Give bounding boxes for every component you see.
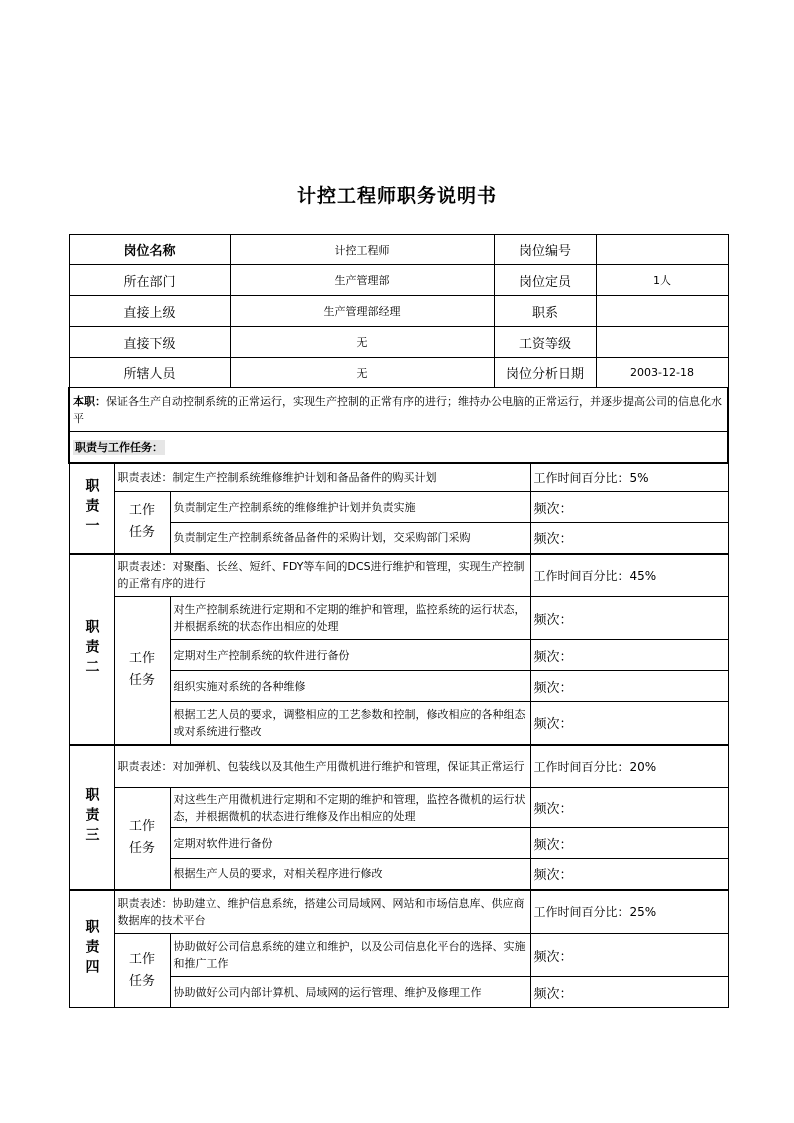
duty-name: 职责一 — [69, 463, 114, 554]
frequency-label: 频次： — [530, 523, 728, 554]
info-value: 1人 — [596, 265, 728, 296]
info-label: 直接下级 — [69, 327, 230, 358]
info-label: 职系 — [494, 296, 596, 327]
duty-description-text: 协助建立、维护信息系统，搭建公司局域网、网站和市场信息库、供应商数据库的技术平台 — [117, 896, 525, 927]
info-value: 生产管理部经理 — [230, 296, 494, 327]
task-item: 负责制定生产控制系统备品备件的采购计划，交采购部门采购 — [170, 523, 530, 554]
info-value — [596, 235, 728, 265]
time-percentage: 工作时间百分比：25% — [530, 890, 728, 934]
info-label: 岗位分析日期 — [494, 358, 596, 388]
info-value: 生产管理部 — [230, 265, 494, 296]
info-value — [596, 296, 728, 327]
frequency-label: 频次： — [530, 492, 728, 523]
task-item: 负责制定生产控制系统的维修维护计划并负责实施 — [170, 492, 530, 523]
summary-text: 保证各生产自动控制系统的正常运行，实现生产控制的正常有序的进行；维持办公电脑的正常运行，并逐步提高公司的信息化水平 — [73, 394, 722, 425]
duty-description — [114, 890, 530, 934]
duty-description — [114, 463, 530, 492]
duty-description-label: 职责表述： — [117, 470, 173, 484]
summary-cell — [69, 388, 728, 432]
info-value: 无 — [230, 358, 494, 388]
info-label: 所辖人员 — [69, 358, 230, 388]
task-item: 定期对生产控制系统的软件进行备份 — [170, 640, 530, 671]
duty-name: 职责三 — [69, 745, 114, 890]
work-tasks-label: 工作任务 — [114, 492, 170, 554]
frequency-label: 频次： — [530, 859, 728, 890]
task-item: 组织实施对系统的各种维修 — [170, 671, 530, 702]
work-tasks-label: 工作任务 — [114, 788, 170, 890]
info-value: 计控工程师 — [230, 235, 494, 265]
duties-header-text: 职责与工作任务： — [75, 440, 163, 454]
duty-description-label: 职责表述： — [117, 759, 173, 773]
info-value: 2003-12-18 — [596, 358, 728, 388]
frequency-label: 频次： — [530, 977, 728, 1008]
frequency-label: 频次： — [530, 671, 728, 702]
time-percentage: 工作时间百分比：5% — [530, 463, 728, 492]
frequency-label: 频次： — [530, 934, 728, 977]
task-item: 定期对软件进行备份 — [170, 828, 530, 859]
duty-description — [114, 745, 530, 788]
duty-name: 职责二 — [69, 554, 114, 745]
info-value — [596, 327, 728, 358]
summary-label: 本职： — [73, 394, 106, 408]
duty-description-text: 制定生产控制系统维修维护计划和备品备件的购买计划 — [172, 470, 437, 484]
task-item: 对这些生产用微机进行定期和不定期的维护和管理，监控各微机的运行状态，并根据微机的状态进行维修及作出相应的处理 — [170, 788, 530, 828]
work-tasks-label: 工作任务 — [114, 597, 170, 745]
task-item: 根据工艺人员的要求，调整相应的工艺参数和控制，修改相应的各种组态或对系统进行整改 — [170, 702, 530, 745]
frequency-label: 频次： — [530, 640, 728, 671]
frequency-label: 频次： — [530, 702, 728, 745]
duty-description-text: 对加弹机、包装线以及其他生产用微机进行维护和管理，保证其正常运行 — [172, 759, 525, 773]
duty-name: 职责四 — [69, 890, 114, 1008]
task-item: 协助做好公司信息系统的建立和维护，以及公司信息化平台的选择、实施和推广工作 — [170, 934, 530, 977]
task-item: 协助做好公司内部计算机、局域网的运行管理、维护及修理工作 — [170, 977, 530, 1008]
info-label: 岗位定员 — [494, 265, 596, 296]
info-value: 无 — [230, 327, 494, 358]
job-description-table — [68, 234, 729, 1008]
frequency-label: 频次： — [530, 828, 728, 859]
duty-description-label: 职责表述： — [117, 896, 173, 910]
task-item: 对生产控制系统进行定期和不定期的维护和管理，监控系统的运行状态，并根据系统的状态作出相应的处理 — [170, 597, 530, 640]
info-label: 岗位名称 — [69, 235, 230, 265]
frequency-label: 频次： — [530, 788, 728, 828]
time-percentage: 工作时间百分比：20% — [530, 745, 728, 788]
task-item: 根据生产人员的要求，对相关程序进行修改 — [170, 859, 530, 890]
time-percentage: 工作时间百分比：45% — [530, 554, 728, 597]
duties-header — [69, 432, 728, 463]
document-title: 计控工程师职务说明书 — [296, 185, 497, 207]
info-label: 岗位编号 — [494, 235, 596, 265]
work-tasks-label: 工作任务 — [114, 934, 170, 1008]
info-label: 直接上级 — [69, 296, 230, 327]
duty-description — [114, 554, 530, 597]
info-label: 所在部门 — [69, 265, 230, 296]
info-label: 工资等级 — [494, 327, 596, 358]
duty-description-text: 对聚酯、长丝、短纤、FDY等车间的DCS进行维护和管理，实现生产控制的正常有序的进行 — [117, 560, 525, 591]
frequency-label: 频次： — [530, 597, 728, 640]
duty-description-label: 职责表述： — [117, 560, 173, 574]
